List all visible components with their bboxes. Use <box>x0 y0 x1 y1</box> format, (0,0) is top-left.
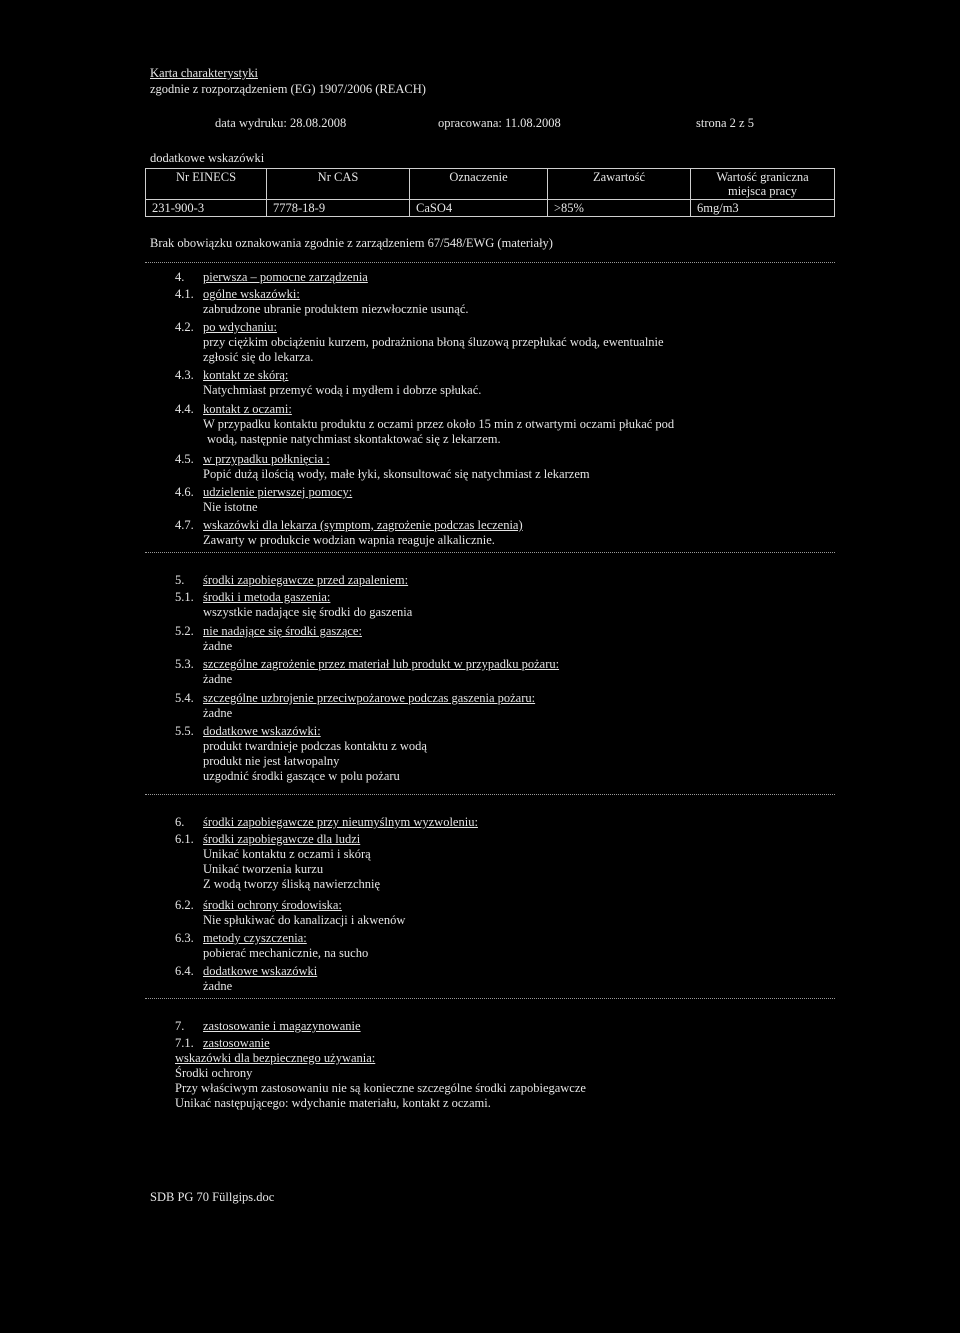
subsection-text: przy ciężkim obciążeniu kurzem, podrażniona błoną śluzową przepłukać wodą, ewentualnie <box>203 335 664 349</box>
section-title: zastosowanie i magazynowanie <box>203 1019 361 1033</box>
section-title: pierwsza – pomocne zarządzenia <box>203 270 368 284</box>
section-number: 7. <box>175 1019 185 1033</box>
column-header: Oznaczenie <box>410 169 548 200</box>
subsection-number: 5.3. <box>175 657 194 671</box>
subsection-text: żadne <box>203 706 233 720</box>
subsection-4-4 <box>175 402 674 447</box>
subsection-number: 5.1. <box>175 590 194 604</box>
subsection-6-3 <box>175 931 368 961</box>
table-cell: 6mg/m3 <box>691 200 835 217</box>
subsection-title: kontakt ze skórą: <box>203 368 289 382</box>
subsection-text: żadne <box>203 979 233 993</box>
subsection-title: kontakt z oczami: <box>203 402 292 416</box>
subsection-number: 4.3. <box>175 368 194 382</box>
subsection-title: szczególne uzbrojenie przeciwpożarowe podczas gaszenia pożaru: <box>203 691 536 705</box>
subsection-5-5 <box>175 724 427 784</box>
subsection-number: 5.4. <box>175 691 194 705</box>
subsection-6-4 <box>175 964 317 994</box>
subsection-text: produkt nie jest łatwopalny <box>203 754 340 768</box>
section-divider <box>145 794 835 795</box>
subsection-text: produkt twardnieje podczas kontaktu z wodą <box>203 739 427 753</box>
subsection-4-2 <box>175 320 664 365</box>
subsection-title: środki i metoda gaszenia: <box>203 590 331 604</box>
subsection-text: wodą, następnie natychmiast skontaktować się z lekarzem. <box>207 432 501 446</box>
subsection-number: 4.4. <box>175 402 194 416</box>
subsection-title: środki ochrony środowiska: <box>203 898 342 912</box>
subsection-number: 6.2. <box>175 898 194 912</box>
subsection-text: żadne <box>203 639 233 653</box>
document-subtitle: zgodnie z rozporządzeniem (EG) 1907/2006 (REACH) <box>150 82 426 96</box>
table-cell: >85% <box>548 200 691 217</box>
subsection-title: dodatkowe wskazówki <box>203 964 318 978</box>
subsection-6-2 <box>175 898 405 928</box>
subsection-text: pobierać mechanicznie, na sucho <box>203 946 369 960</box>
safe-use-heading: wskazówki dla bezpiecznego używania: <box>175 1051 376 1065</box>
subsection-text: Przy właściwym zastosowaniu nie są konieczne szczególne środki zapobiegawcze <box>175 1081 586 1095</box>
subsection-4-5 <box>175 452 590 482</box>
subsection-number: 4.1. <box>175 287 194 301</box>
subsection-title: udzielenie pierwszej pomocy: <box>203 485 353 499</box>
table-cell: 7778-18-9 <box>267 200 410 217</box>
subsection-5-4 <box>175 691 535 721</box>
section-6-heading <box>175 815 478 830</box>
print-date: data wydruku: 28.08.2008 <box>215 116 347 130</box>
subsection-text: Środki ochrony <box>175 1066 253 1080</box>
subsection-7-1 <box>175 1036 586 1111</box>
subsection-6-1 <box>175 832 380 892</box>
subsection-title: metody czyszczenia: <box>203 931 307 945</box>
section-divider <box>145 552 835 553</box>
subsection-text: zgłosić się do lekarza. <box>203 350 314 364</box>
subsection-4-1 <box>175 287 469 317</box>
document-footer: SDB PG 70 Füllgips.doc <box>150 1190 275 1204</box>
subsection-text: Natychmiast przemyć wodą i mydłem i dobrze spłukać. <box>203 383 482 397</box>
subsection-number: 6.3. <box>175 931 194 945</box>
subsection-title: wskazówki dla lekarza (symptom, zagrożenie podczas leczenia) <box>203 518 523 532</box>
column-header: Zawartość <box>548 169 691 200</box>
table-cell: CaSO4 <box>410 200 548 217</box>
column-header: Nr EINECS <box>146 169 267 200</box>
labeling-note: Brak obowiązku oznakowania zgodnie z zarządzeniem 67/548/EWG (materiały) <box>150 236 553 250</box>
subsection-number: 6.1. <box>175 832 194 846</box>
section-number: 5. <box>175 573 185 587</box>
subsection-title: po wdychaniu: <box>203 320 277 334</box>
subsection-number: 6.4. <box>175 964 194 978</box>
subsection-text: Nie istotne <box>203 500 258 514</box>
additional-notes-label: dodatkowe wskazówki <box>150 151 265 165</box>
subsection-text: uzgodnić środki gaszące w polu pożaru <box>203 769 400 783</box>
table-cell: 231-900-3 <box>146 200 267 217</box>
subsection-number: 4.2. <box>175 320 194 334</box>
subsection-number: 4.5. <box>175 452 194 466</box>
section-title: środki zapobiegawcze przy nieumyślnym wyzwoleniu: <box>203 815 478 829</box>
section-number: 6. <box>175 815 185 829</box>
section-4-heading <box>175 270 368 285</box>
subsection-text: wszystkie nadające się środki do gaszenia <box>203 605 413 619</box>
section-divider <box>145 262 835 263</box>
section-divider <box>145 998 835 999</box>
page-number: strona 2 z 5 <box>696 116 754 130</box>
table-header-row <box>146 169 835 200</box>
section-7-heading <box>175 1019 361 1034</box>
subsection-4-7 <box>175 518 523 548</box>
subsection-title: szczególne zagrożenie przez materiał lub produkt w przypadku pożaru: <box>203 657 560 671</box>
subsection-number: 4.6. <box>175 485 194 499</box>
subsection-number: 5.5. <box>175 724 194 738</box>
substance-table <box>145 168 835 217</box>
table-row <box>146 200 835 217</box>
subsection-text: Nie spłukiwać do kanalizacji i akwenów <box>203 913 406 927</box>
section-title: środki zapobiegawcze przed zapaleniem: <box>203 573 409 587</box>
subsection-text: Unikać następującego: wdychanie materiału, kontakt z oczami. <box>175 1096 491 1110</box>
subsection-text: Z wodą tworzy śliską nawierzchnię <box>203 877 381 891</box>
subsection-5-3 <box>175 657 559 687</box>
column-header: Wartość graniczna miejsca pracy <box>691 169 835 200</box>
subsection-title: ogólne wskazówki: <box>203 287 300 301</box>
subsection-5-2 <box>175 624 362 654</box>
subsection-title: nie nadające się środki gaszące: <box>203 624 362 638</box>
subsection-title: środki zapobiegawcze dla ludzi <box>203 832 361 846</box>
section-number: 4. <box>175 270 185 284</box>
subsection-title: w przypadku połknięcia : <box>203 452 330 466</box>
subsection-4-6 <box>175 485 352 515</box>
subsection-text: Zawarty w produkcie wodzian wapnia reaguje alkalicznie. <box>203 533 495 547</box>
subsection-text: W przypadku kontaktu produktu z oczami przez około 15 min z otwartymi oczami płukać pod <box>203 417 675 431</box>
column-header: Nr CAS <box>267 169 410 200</box>
subsection-text: Unikać tworzenia kurzu <box>203 862 324 876</box>
section-5-heading <box>175 573 408 588</box>
subsection-number: 5.2. <box>175 624 194 638</box>
subsection-text: zabrudzone ubranie produktem niezwłocznie usunąć. <box>203 302 469 316</box>
document-title: Karta charakterystyki <box>150 66 258 80</box>
subsection-title: zastosowanie <box>203 1036 270 1050</box>
subsection-number: 7.1. <box>175 1036 194 1050</box>
subsection-5-1 <box>175 590 412 620</box>
subsection-text: Popić dużą ilością wody, małe łyki, skonsultować się natychmiast z lekarzem <box>203 467 590 481</box>
subsection-title: dodatkowe wskazówki: <box>203 724 321 738</box>
subsection-4-3 <box>175 368 481 398</box>
subsection-number: 4.7. <box>175 518 194 532</box>
subsection-text: Unikać kontaktu z oczami i skórą <box>203 847 371 861</box>
subsection-text: żadne <box>203 672 233 686</box>
prepared-date: opracowana: 11.08.2008 <box>438 116 561 130</box>
